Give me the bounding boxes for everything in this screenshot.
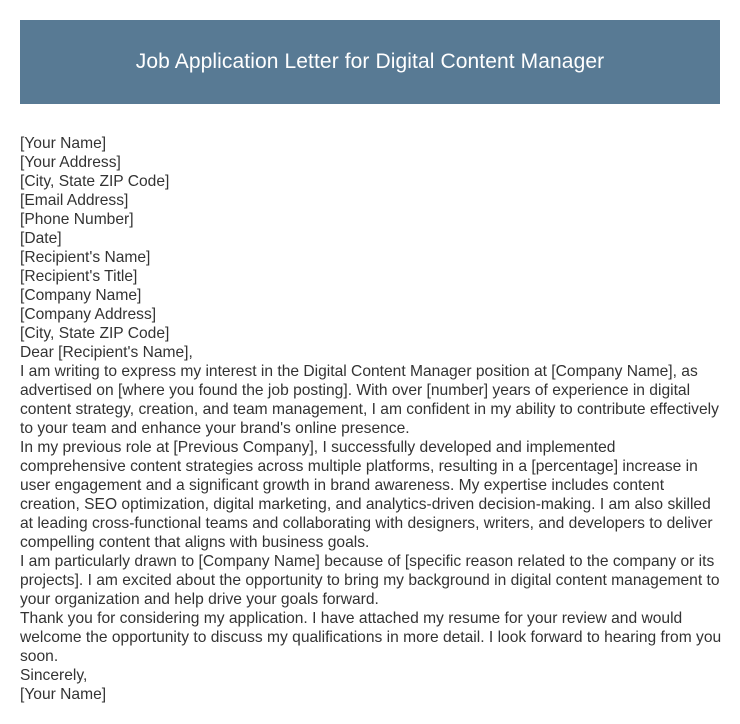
paragraph-motivation: I am particularly drawn to [Company Name] because of [specific reason related to the company or its projects]. I am excited about the opportunity to bring my background in digital content management to your organization and help drive your goals forward. [20, 553, 720, 608]
signature: [Your Name] [20, 686, 107, 703]
recipient-name: [Recipient's Name] [20, 249, 151, 266]
paragraph-experience: In my previous role at [Previous Company], I successfully developed and implemented comprehensive content strategies across multiple platforms, resulting in a [percentage] increase in user engagement and a significant growth in brand awareness. My expertise includes content creation, SEO optimization, digital marketing, and analytics-driven decision-making. I am also skilled at leading cross-functional teams and collaborating with designers, writers, and developers to deliver compelling content that aligns with business goals. [20, 439, 713, 551]
recipient-title: [Recipient's Title] [20, 268, 138, 285]
recipient-company: [Company Name] [20, 287, 142, 304]
sender-address: [Your Address] [20, 154, 121, 171]
sender-block [20, 134, 722, 248]
sender-city-state-zip: [City, State ZIP Code] [20, 173, 170, 190]
page-title: Job Application Letter for Digital Content Manager [135, 50, 605, 73]
recipient-block [20, 248, 722, 343]
paragraph-intro: I am writing to express my interest in the Digital Content Manager position at [Company Name], as advertised on [where you found the job posting]. With over [number] years of experience in digital content strategy, creation, and team management, I am confident in my ability to contribute effectively to your team and enhance your brand's online presence. [20, 363, 719, 437]
letter-date: [Date] [20, 230, 62, 247]
sender-email: [Email Address] [20, 192, 129, 209]
paragraph-closing: Thank you for considering my application. I have attached my resume for your review and would welcome the opportunity to discuss my qualifications in more detail. I look forward to hearing from you soon. [20, 610, 722, 665]
salutation: Dear [Recipient's Name], [20, 344, 193, 361]
letter-body [20, 134, 722, 704]
sender-name: [Your Name] [20, 135, 107, 152]
closing: Sincerely, [20, 667, 88, 684]
recipient-address: [Company Address] [20, 306, 157, 323]
title-banner [20, 20, 720, 104]
sender-phone: [Phone Number] [20, 211, 134, 228]
recipient-city-state-zip: [City, State ZIP Code] [20, 325, 170, 342]
